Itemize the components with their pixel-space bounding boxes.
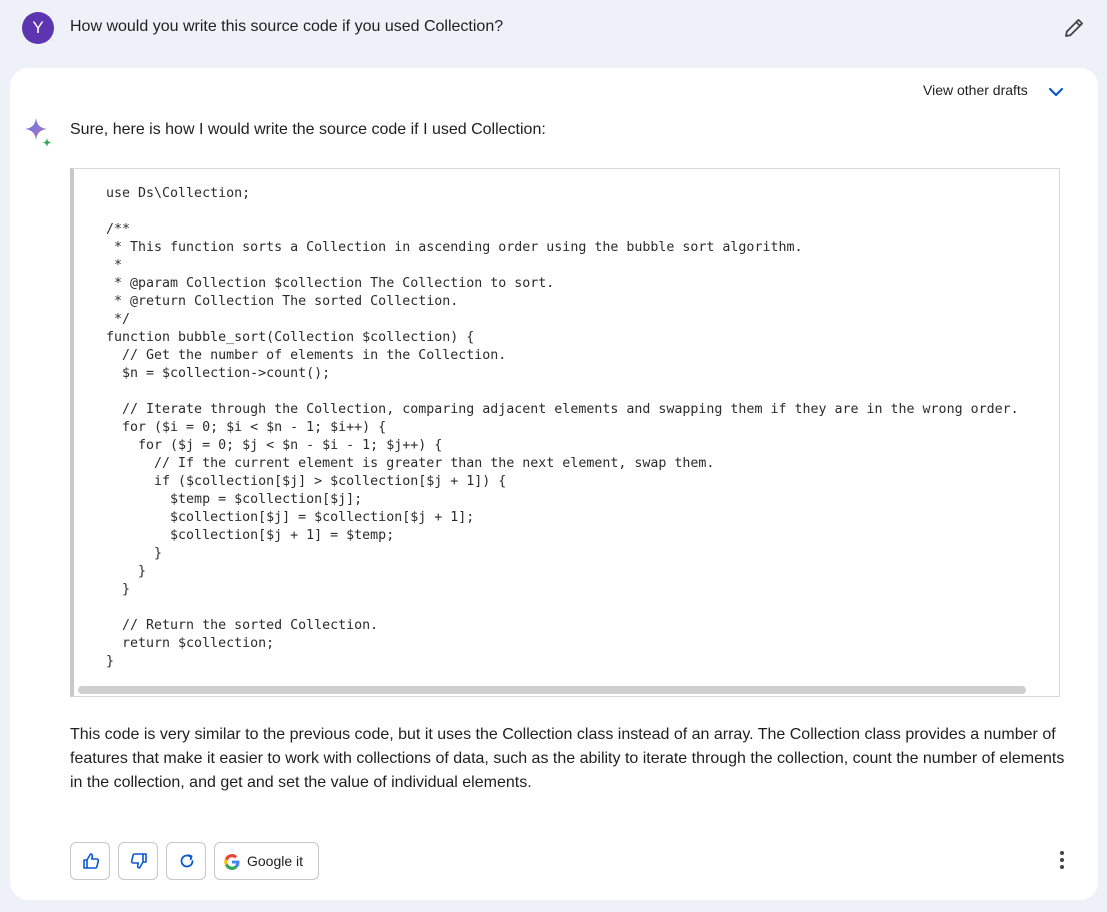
regenerate-button[interactable] [166,842,206,880]
thumbs-down-icon [130,852,148,870]
chevron-down-icon[interactable] [1046,84,1066,100]
thumbs-down-button[interactable] [118,842,158,880]
user-avatar[interactable]: Y [22,12,54,44]
sparkle-icon [22,116,56,150]
regenerate-icon [178,852,196,870]
google-it-button[interactable] [214,842,319,880]
thumbs-up-icon [82,852,100,870]
edit-prompt-button[interactable] [1060,14,1088,42]
horizontal-scrollbar[interactable] [76,686,1057,694]
view-other-drafts-button[interactable]: View other drafts [923,82,1028,98]
user-prompt-text: How would you write this source code if you used Collection? [70,18,504,35]
google-g-icon [223,853,241,871]
more-vert-icon [1050,848,1074,872]
code-block[interactable] [70,168,1060,697]
scrollbar-thumb[interactable] [78,686,1026,694]
edit-pencil-icon [1060,14,1088,42]
response-intro: Sure, here is how I would write the source code if I used Collection: [70,121,546,138]
user-message [0,0,1107,58]
thumbs-up-button[interactable] [70,842,110,880]
response-card [10,68,1098,900]
code-content: use Ds\Collection; /** * This function sorts a Collection in ascending order using the bubble sort algorithm. * * @param Collection $collection The Collection to sort. * @return Collection The sorted Collection. */ function bubble_sort(Collection $collection) { // Get the number of elements in the Collection. $n = $collection->count(); // Iterate through the Collection, comparing adjacent elements and swapping them if they are in the wrong order. for ($i = 0; $i < $n - 1; $i++) { for ($j = 0; $j < $n - $i - 1; $j++) { // If the current element is greater than the next element, swap them. if ($collection[$j] > $collection[$j + 1]) { $temp = $collection[$j]; $collection[$j] = $collection[$j + 1]; $collection[$j + 1] = $temp; } } } // Return the sorted Collection. return $collection; } [106,186,1019,669]
google-it-label: Google it [247,853,304,869]
more-options-button[interactable] [1050,848,1074,872]
response-explanation: This code is very similar to the previous code, but it uses the Collection class instead of an array. The Collection class provides a number of features that make it easier to work with collections of data, such as the ability to iterate through the collection, count the number of elements in the collection, and get and set the value of individual elements. [70,726,1065,791]
